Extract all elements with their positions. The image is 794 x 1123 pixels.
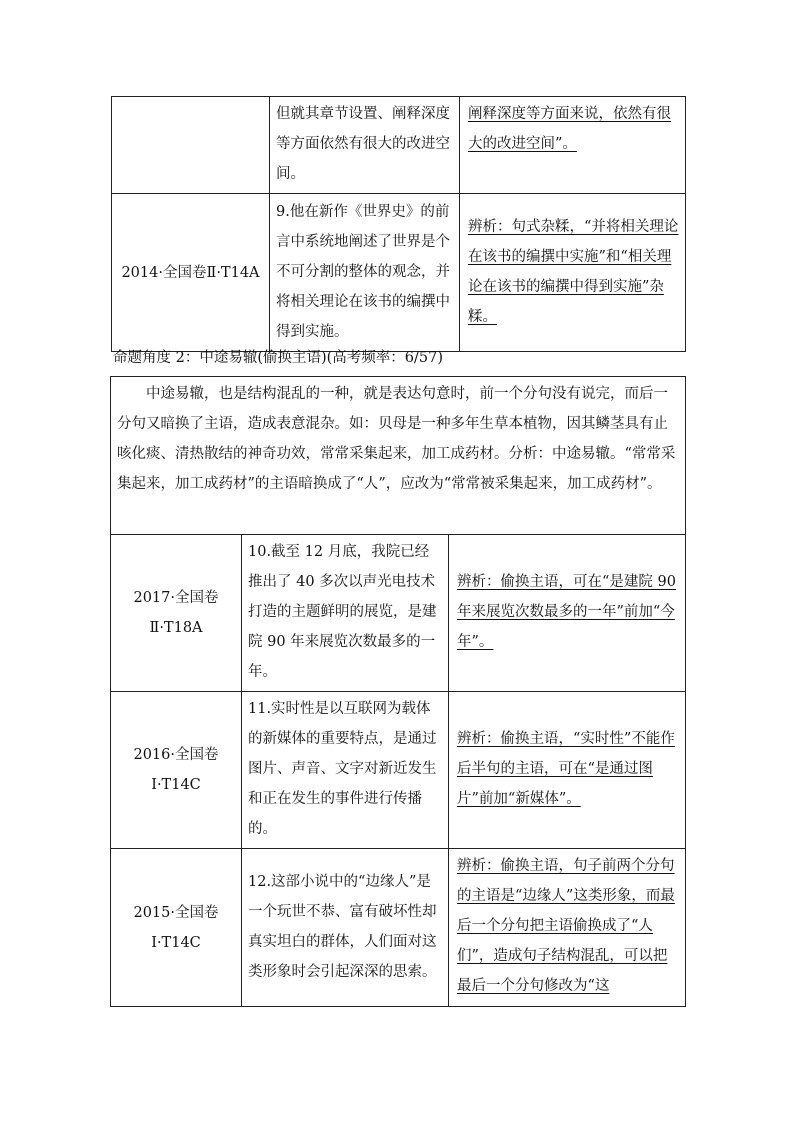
source-line-2: Ⅰ·T14C bbox=[151, 934, 201, 951]
source-cell bbox=[111, 692, 242, 849]
analysis-cell: 辨析：偷换主语，“实时性”不能作后半句的主语，可在“是通过图片”前加“新媒体”。 bbox=[449, 692, 686, 849]
sentence-cell: 但就其章节设置、阐释深度等方面依然有很大的改进空间。 bbox=[270, 97, 460, 194]
source-cell bbox=[111, 535, 242, 692]
table-row bbox=[111, 692, 686, 849]
intro-row bbox=[111, 377, 686, 535]
error-analysis-table-top bbox=[111, 96, 686, 352]
analysis-cell: 阐释深度等方面来说，依然有很大的改进空间”。 bbox=[460, 97, 686, 194]
source-line-1: 2016·全国卷 bbox=[133, 747, 219, 763]
error-analysis-table-bottom bbox=[110, 376, 686, 1007]
analysis-cell: 辨析：偷换主语，句子前两个分句的主语是“边缘人”这类形象，而最后一个分句把主语偷换成了“人们”，造成句子结构混乱，可以把最后一个分句修改为“这 bbox=[449, 849, 686, 1007]
source-line-1: 2015·全国卷 bbox=[133, 904, 219, 921]
table-row bbox=[111, 849, 686, 1007]
table-row bbox=[111, 535, 686, 692]
source-line-1: 2017·全国卷 bbox=[133, 590, 219, 606]
sentence-cell: 9.他在新作《世界史》的前言中系统地阐述了世界是个不可分割的整体的观念，并将相关理论在该书的编撰中得到实施。 bbox=[270, 194, 460, 352]
source-line-2: Ⅱ·T18A bbox=[149, 620, 203, 636]
analysis-cell: 辨析：偷换主语，可在“是建院 90 年来展览次数最多的一年”前加“今年”。 bbox=[449, 535, 686, 692]
source-line-2: Ⅰ·T14C bbox=[151, 777, 201, 793]
sentence-cell: 11.实时性是以互联网为载体的新媒体的重要特点，是通过图片、声音、文字对新近发生和正在发生的事件进行传播的。 bbox=[242, 692, 449, 849]
table-row bbox=[112, 97, 686, 194]
section-heading: 命题角度 2：中途易辙(偷换主语)(高考频率：6/57) bbox=[113, 350, 444, 366]
sentence-cell: 12.这部小说中的“边缘人”是一个玩世不恭、富有破坏性却真实坦白的群体，人们面对这类形象时会引起深深的思索。 bbox=[242, 849, 449, 1007]
analysis-cell: 辨析：句式杂糅，“并将相关理论在该书的编撰中实施”和“相关理论在该书的编撰中得到实施”杂糅。 bbox=[460, 194, 686, 352]
table-row bbox=[112, 194, 686, 352]
source-cell: 2014·全国卷Ⅱ·T14A bbox=[112, 194, 270, 352]
source-cell bbox=[112, 97, 270, 194]
intro-cell: 中途易辙，也是结构混乱的一种，就是表达句意时，前一个分句没有说完，而后一分句又暗换了主语，造成表意混杂。如：贝母是一种多年生草本植物，因其鳞茎具有止咳化痰、清热散结的神奇功效，常常采集起来，加工成药材。分析：中途易辙。“常常采集起来，加工成药材”的主语暗换成了“人”，应改为“常常被采集起来，加工成药材”。 bbox=[111, 377, 686, 535]
sentence-cell: 10.截至 12 月底，我院已经推出了 40 多次以声光电技术打造的主题鲜明的展览，是建院 90 年来展览次数最多的一年。 bbox=[242, 535, 449, 692]
source-cell bbox=[111, 849, 242, 1007]
